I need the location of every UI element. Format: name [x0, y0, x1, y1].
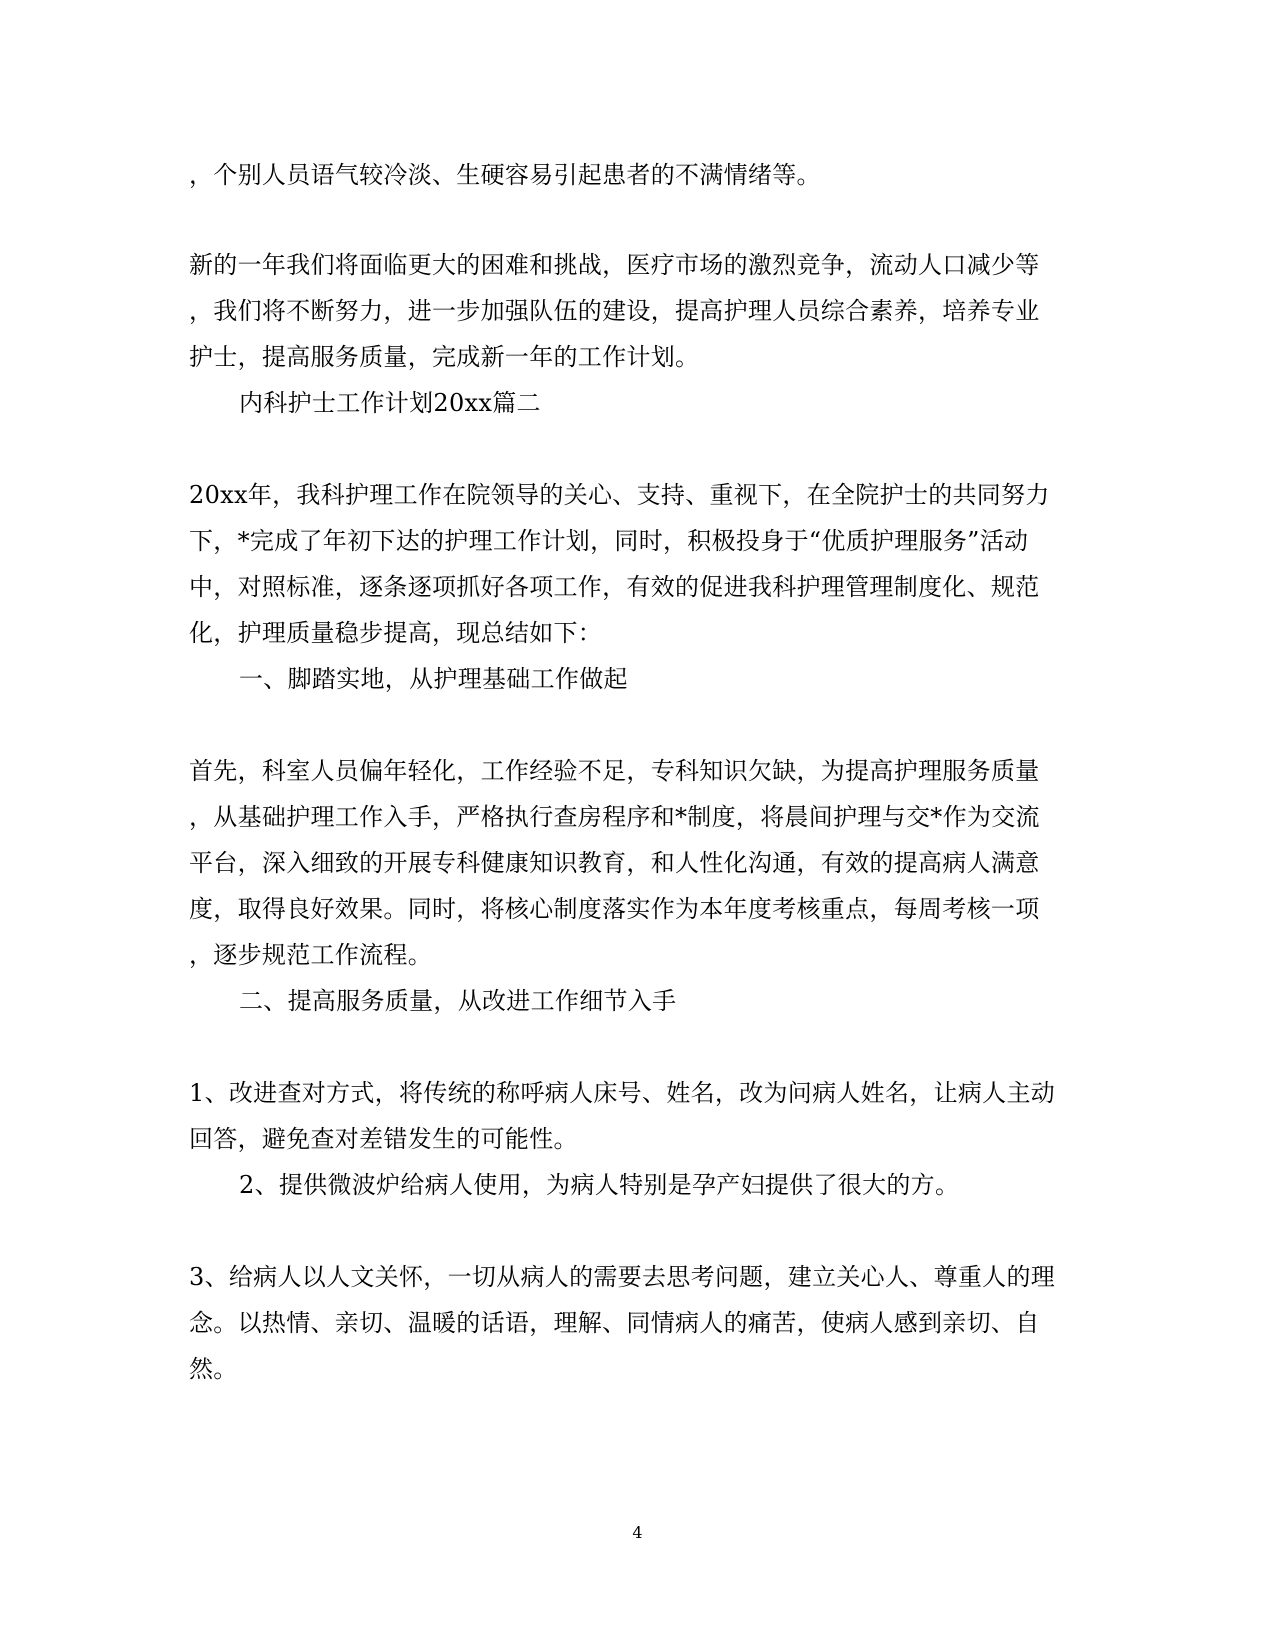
- section-heading: 二、提高服务质量，从改进工作细节入手: [239, 987, 677, 1015]
- text-line: 回答，避免查对差错发生的可能性。: [189, 1125, 578, 1153]
- text-line: ，从基础护理工作入手，严格执行查房程序和*制度，将晨间护理与交*作为交流: [189, 803, 1040, 831]
- section-heading: 内科护士工作计划20xx篇二: [239, 389, 541, 417]
- text-line: 2、提供微波炉给病人使用，为病人特别是孕产妇提供了很大的方。: [239, 1171, 960, 1199]
- text-line: 护士，提高服务质量，完成新一年的工作计划。: [189, 343, 700, 371]
- text-line: 中，对照标准，逐条逐项抓好各项工作，有效的促进我科护理管理制度化、规范: [189, 573, 1040, 601]
- text-line: 1、改进查对方式，将传统的称呼病人床号、姓名，改为问病人姓名，让病人主动: [189, 1079, 1056, 1107]
- text-line: 新的一年我们将面临更大的困难和挑战，医疗市场的激烈竞争，流动人口减少等: [189, 251, 1040, 279]
- text-line: 平台，深入细致的开展专科健康知识教育，和人性化沟通，有效的提高病人满意: [189, 849, 1040, 877]
- text-line: ，我们将不断努力，进一步加强队伍的建设，提高护理人员综合素养，培养专业: [189, 297, 1040, 325]
- text-line: 3、给病人以人文关怀，一切从病人的需要去思考问题，建立关心人、尊重人的理: [189, 1263, 1056, 1291]
- text-line: 念。以热情、亲切、温暖的话语，理解、同情病人的痛苦，使病人感到亲切、自: [189, 1309, 1040, 1337]
- text-line: ，逐步规范工作流程。: [189, 941, 432, 969]
- text-line: 度，取得良好效果。同时，将核心制度落实作为本年度考核重点，每周考核一项: [189, 895, 1040, 923]
- page-number: 4: [632, 1523, 643, 1542]
- text-line: 然。: [189, 1355, 238, 1383]
- text-line: 化，护理质量稳步提高，现总结如下：: [189, 619, 603, 647]
- text-line: 20xx年，我科护理工作在院领导的关心、支持、重视下，在全院护士的共同努力: [189, 481, 1050, 509]
- section-heading: 一、脚踏实地，从护理基础工作做起: [239, 665, 628, 693]
- text-line: 下，*完成了年初下达的护理工作计划，同时，积极投身于“优质护理服务”活动: [189, 527, 1029, 555]
- text-line: 首先，科室人员偏年轻化，工作经验不足，专科知识欠缺，为提高护理服务质量: [189, 757, 1040, 785]
- text-line: ，个别人员语气较冷淡、生硬容易引起患者的不满情绪等。: [189, 161, 821, 189]
